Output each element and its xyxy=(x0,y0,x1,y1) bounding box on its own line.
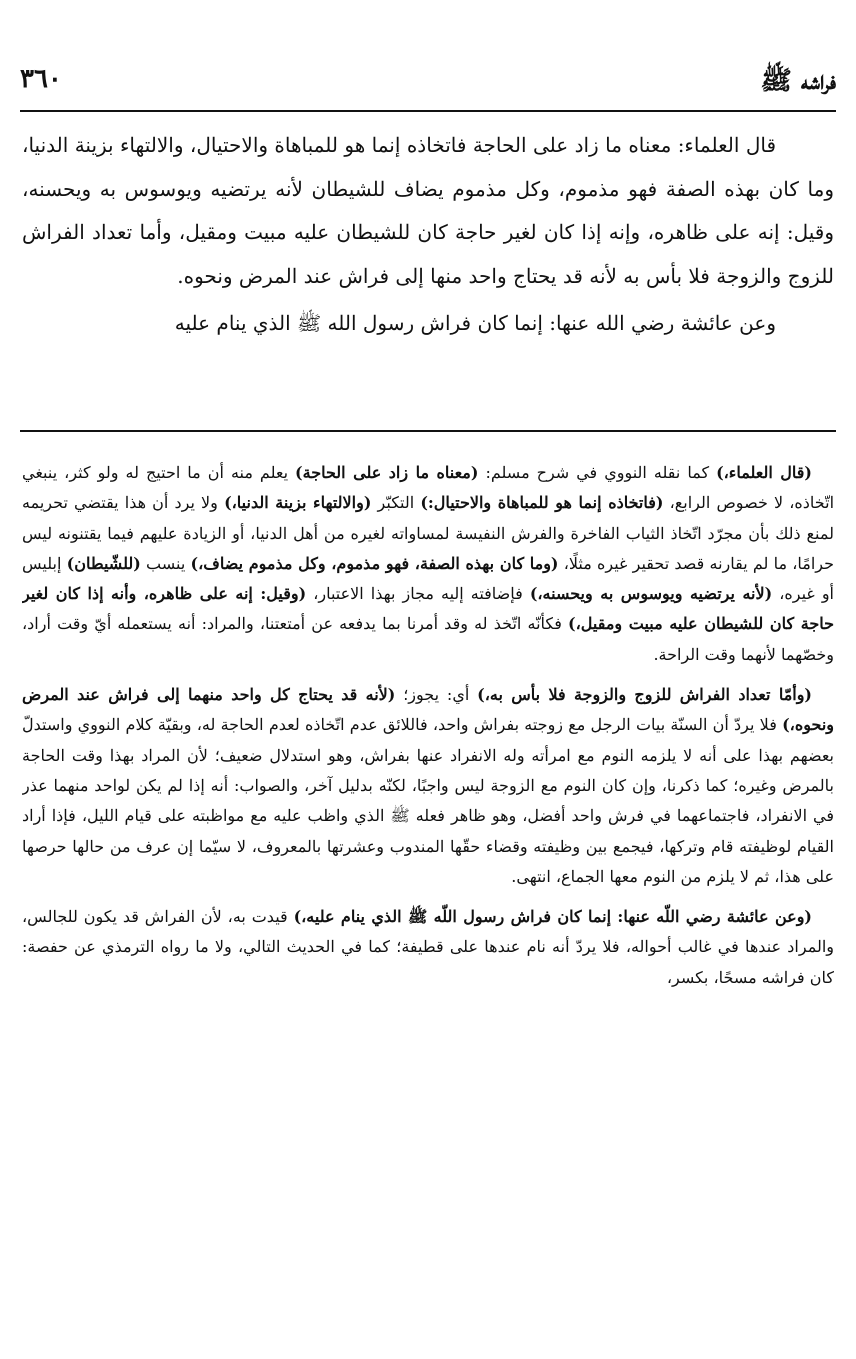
gloss-span: يعلم منه أن ما احتيج له ولو كثر، ينبغي اتّخاذه، لا خصوص الرابع، xyxy=(22,463,834,513)
gloss-span: ينسب xyxy=(140,553,191,573)
quote-span: (وأمّا تعداد الفراش للزوج والزوجة فلا بأس به،) xyxy=(477,685,813,705)
gloss-span: فإضافته إليه مجاز بهذا الاعتبار، xyxy=(306,584,530,604)
gloss-span: قيدت به، لأن الفراش قد يكون للجالس، والمراد عندها في غالب أحواله، فلا يردّ أنه نام عندها على قطيفة؛ كما في الحديث التالي، ولا ما رواه الترمذي عن حفصة: كان فراشه مسحًا، بكسر، xyxy=(22,907,834,987)
main-paragraph-2: وعن عائشة رضي الله عنها: إنما كان فراش رسول الله ﷺ الذي ينام عليه xyxy=(174,311,776,335)
quote-span: (لأنه يرتضيه ويوسوس به ويحسنه،) xyxy=(529,584,773,604)
gloss-span: أي: يجوز؛ xyxy=(395,685,478,705)
header-divider xyxy=(20,110,836,112)
gloss-span: التكبّر xyxy=(371,493,421,513)
quote-span: (وعن عائشة رضي اللّه عنها: إنما كان فراش رسول اللّه ﷺ الذي ينام عليه،) xyxy=(293,907,812,927)
quote-span: (والالتهاء بزينة الدنيا،) xyxy=(224,493,372,513)
running-title: فراشه ﷺ xyxy=(760,66,836,96)
quote-span: (وما كان بهذه الصفة، فهو مذموم، وكل مذموم يضاف،) xyxy=(190,553,559,573)
commentary-paragraph-1 xyxy=(22,458,834,670)
quote-span: (معناه ما زاد على الحاجة) xyxy=(295,463,479,482)
page-number: ٣٦٠ xyxy=(20,64,62,94)
section-divider xyxy=(20,430,836,432)
page-header xyxy=(20,62,836,106)
main-text xyxy=(22,124,834,406)
quote-span: (للشّيطان) xyxy=(66,553,141,573)
quote-span: (قال العلماء،) xyxy=(716,463,812,482)
commentary-paragraph-2 xyxy=(22,680,834,892)
gloss-span: فكأنّه اتّخذ له وقد أمرنا بما يدفعه عن أمتعتنا، والمراد: أنه يستعمله أيّ وقت أراد، وخصّهما لأنهما وقت الراحة. xyxy=(22,614,834,664)
quote-span: (وقيل: إنه على ظاهره، وأنه إذا كان لغير حاجة كان للشيطان عليه مبيت ومقيل،) xyxy=(22,584,834,634)
quote-span: (لأنه قد يحتاج كل واحد منهما إلى فراش عند المرض ونحوه،) xyxy=(22,685,834,735)
gloss-span: ولا يرد أن هذا يقتضي تحريمه لمنع ذلك بأن مجرّد اتّخاذ الثياب الفاخرة والفرش النفيسة لمساواته لغيره من أهل الدنيا، أو الزيادة عليهم فيما يقتنونه ليس حرامًا، ما لم يقارنه قصد تحقير غيره مثلًا، xyxy=(22,493,834,573)
commentary xyxy=(22,458,834,1350)
gloss-span: فلا يردّ أن السنّة بيات الرجل مع زوجته بفراش واحد، فاللائق عدم اتّخاذه لعدم الحاجة له، وبقيّة كلام النووي واستدلّ بعضهم بهذا على أنه لا يلزمه النوم مع امرأته وله الانفراد عنها بفراش، وهو استدلال ضعيف؛ لأن المراد بهذا وقت الحاجة بالمرض وغيره؛ كما ذكرنا، وإن كان النوم مع الزوجة ليس واجبًا، لكنّه بدليل آخر، والصواب: أنه إذا لم يكن لواحد منهما عذر في الانفراد، فاجتماعهما في فرش واحد أفضل، وهو ظاهر فعله ﷺ الذي واظب عليه مع مواظبته على قيام الليل، فإذا أراد القيام لوظيفته قام وتركها، فيجمع بين وظيفته وقضاء حقّها المندوب وعشرتها بالمعروف، لا سيّما إن عرف من حالها حرصها على هذا، ثم لا يلزم من النوم معها الجماع، انتهى. xyxy=(22,715,834,886)
main-paragraph-1: قال العلماء: معناه ما زاد على الحاجة فاتخاذه إنما هو للمباهاة والاحتيال، والالتهاء بزينة الدنيا، وما كان بهذه الصفة فهو مذموم، وكل مذموم يضاف للشيطان لأنه يرتضيه ويوسوس به ويحسنه، وقيل: إنه على ظاهره، وإنه إذا كان لغير حاجة كان للشيطان عليه مبيت ومقيل، وأما تعداد الفراش للزوج والزوجة فلا بأس به لأنه قد يحتاج واحد منها إلى فراش عند المرض ونحوه. xyxy=(22,133,834,288)
commentary-paragraph-3 xyxy=(22,902,834,993)
quote-span: (فاتخاذه إنما هو للمباهاة والاحتيال:) xyxy=(420,493,664,513)
gloss-span: كما نقله النووي في شرح مسلم: xyxy=(478,463,717,482)
gloss-span: إبليس أو غيره، xyxy=(22,553,834,604)
